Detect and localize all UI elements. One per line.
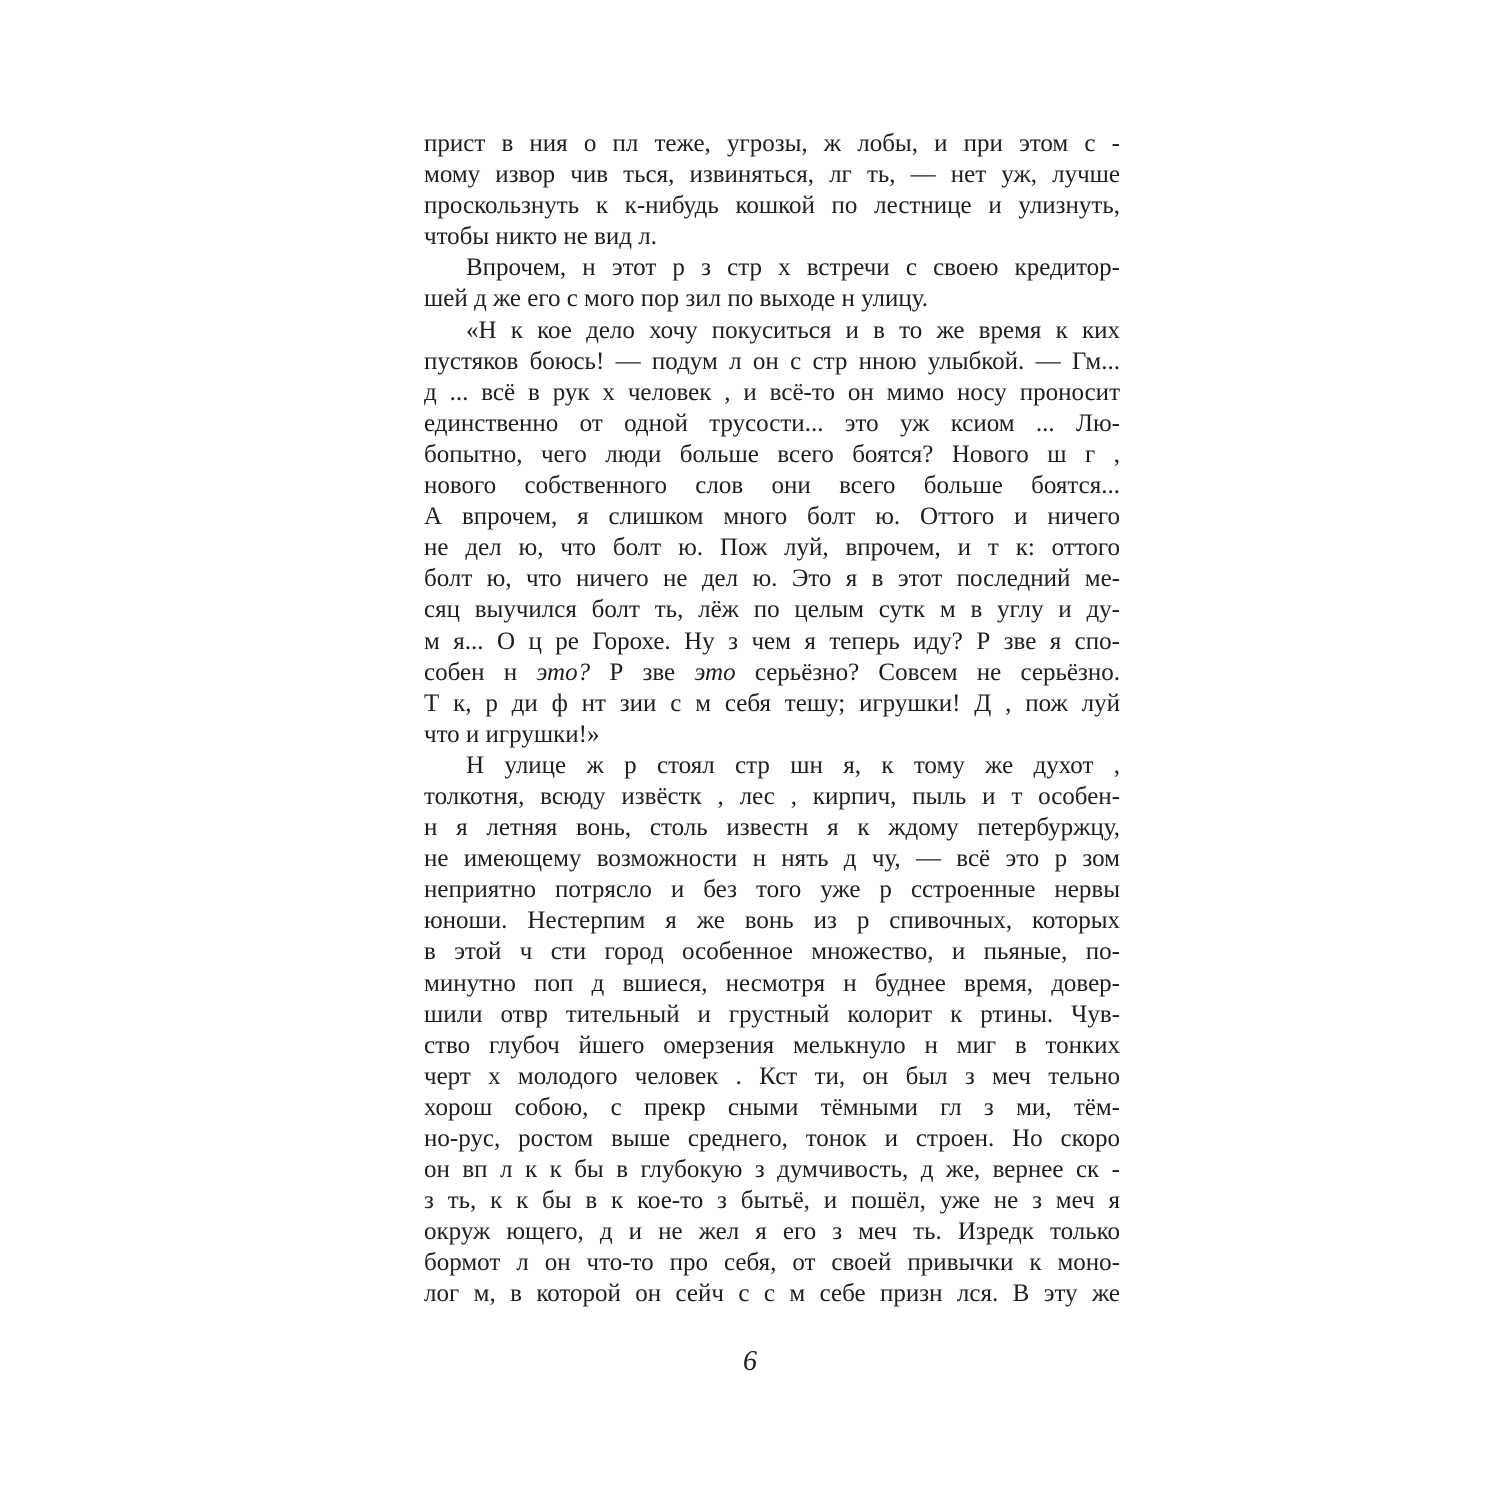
- text-line: минутно поп д вшиеся, несмотря н буднее время, довер-: [424, 969, 1120, 997]
- text-line: собен н это? Р зве это серьёзно? Совсем не серьёзно.: [424, 658, 1120, 686]
- text-line: Н улице ж р стоял стр шн я, к тому же духот ,: [466, 751, 1120, 779]
- text-line: болт ю, что ничего не дел ю. Это я в этот последний ме-: [424, 565, 1120, 593]
- text-line: шили отвр тительный и грустный колорит к ртины. Чув-: [424, 1000, 1120, 1028]
- text-line: Т к, р ди ф нт зии с м себя тешу; игрушки! Д , пож луй: [424, 689, 1120, 717]
- text-line: д ... всё в рук х человек , и всё-то он мимо носу проносит: [424, 378, 1120, 406]
- text-line: чтобы никто не вид л.: [424, 223, 657, 251]
- text-line: бормот л он что-то про себя, от своей привычки к моно-: [424, 1249, 1120, 1277]
- text-line: сяц выучился болт ть, лёж по целым сутк м в углу и ду-: [424, 596, 1120, 624]
- text-line: прист в ния о пл теже, угрозы, ж лобы, и при этом с -: [424, 130, 1120, 157]
- page-number: 6: [743, 1346, 757, 1377]
- text-line: проскользнуть к к-нибудь кошкой по лестнице и улизнуть,: [424, 192, 1120, 220]
- body-text: [424, 128, 1120, 1310]
- text-line: он вп л к к бы в глубокую з думчивость, д же, вернее ск -: [424, 1156, 1120, 1184]
- text-line: не дел ю, что болт ю. Пож луй, впрочем, и т к: оттого: [424, 534, 1120, 562]
- text-line: толкотня, всюду извёстк , лес , кирпич, пыль и т особен-: [424, 782, 1120, 810]
- text-line: окруж ющего, д и не жел я его з меч ть. Изредк только: [424, 1218, 1120, 1246]
- text-line: неприятно потрясло и без того уже р сстроенные нервы: [424, 876, 1120, 904]
- text-line: н я летняя вонь, столь известн я к ждому петербуржцу,: [424, 814, 1120, 842]
- text-line: А впрочем, я слишком много болт ю. Оттого и ничего: [424, 503, 1120, 531]
- text-line: что и игрушки!»: [424, 720, 600, 748]
- text-line: лог м, в которой он сейч с с м себе призн лся. В эту же: [424, 1280, 1120, 1308]
- text-line: пустяков боюсь! — подум л он с стр нною улыбкой. — Гм...: [424, 347, 1120, 375]
- text-line: бопытно, чего люди больше всего боятся? Нового ш г ,: [424, 440, 1120, 468]
- text-line: з ть, к к бы в к кое-то з бытьё, и пошёл, уже не з меч я: [424, 1187, 1120, 1215]
- text-line: мому извор чив ться, извиняться, лг ть, — нет уж, лучше: [424, 161, 1120, 189]
- text-line: черт х молодого человек . Кст ти, он был з меч тельно: [424, 1062, 1120, 1090]
- text-line: ство глубоч йшего омерзения мелькнуло н миг в тонких: [424, 1031, 1120, 1059]
- text-line: единственно от одной трусости... это уж ксиом ... Лю-: [424, 409, 1120, 437]
- text-line: Впрочем, н этот р з стр х встречи с своею кредитор-: [466, 254, 1120, 282]
- text-line: «Н к кое дело хочу покуситься и в то же время к ких: [466, 316, 1120, 344]
- text-line: нового собственного слов они всего больше боятся...: [424, 472, 1120, 500]
- text-line: но-рус, ростом выше среднего, тонок и строен. Но скоро: [424, 1125, 1120, 1152]
- text-line: в этой ч сти город особенное множество, и пьяные, по-: [424, 938, 1120, 966]
- text-line: м я... О ц ре Горохе. Ну з чем я теперь иду? Р зве я спо-: [424, 627, 1120, 655]
- text-line: хорош собою, с прекр сными тёмными гл з ми, тём-: [424, 1093, 1120, 1121]
- text-line: не имеющему возможности н нять д чу, — всё это р зом: [424, 845, 1120, 873]
- text-line: шей д же его с мого пор зил по выходе н улицу.: [424, 285, 929, 313]
- text-line: юноши. Нестерпим я же вонь из р спивочных, которых: [424, 907, 1120, 935]
